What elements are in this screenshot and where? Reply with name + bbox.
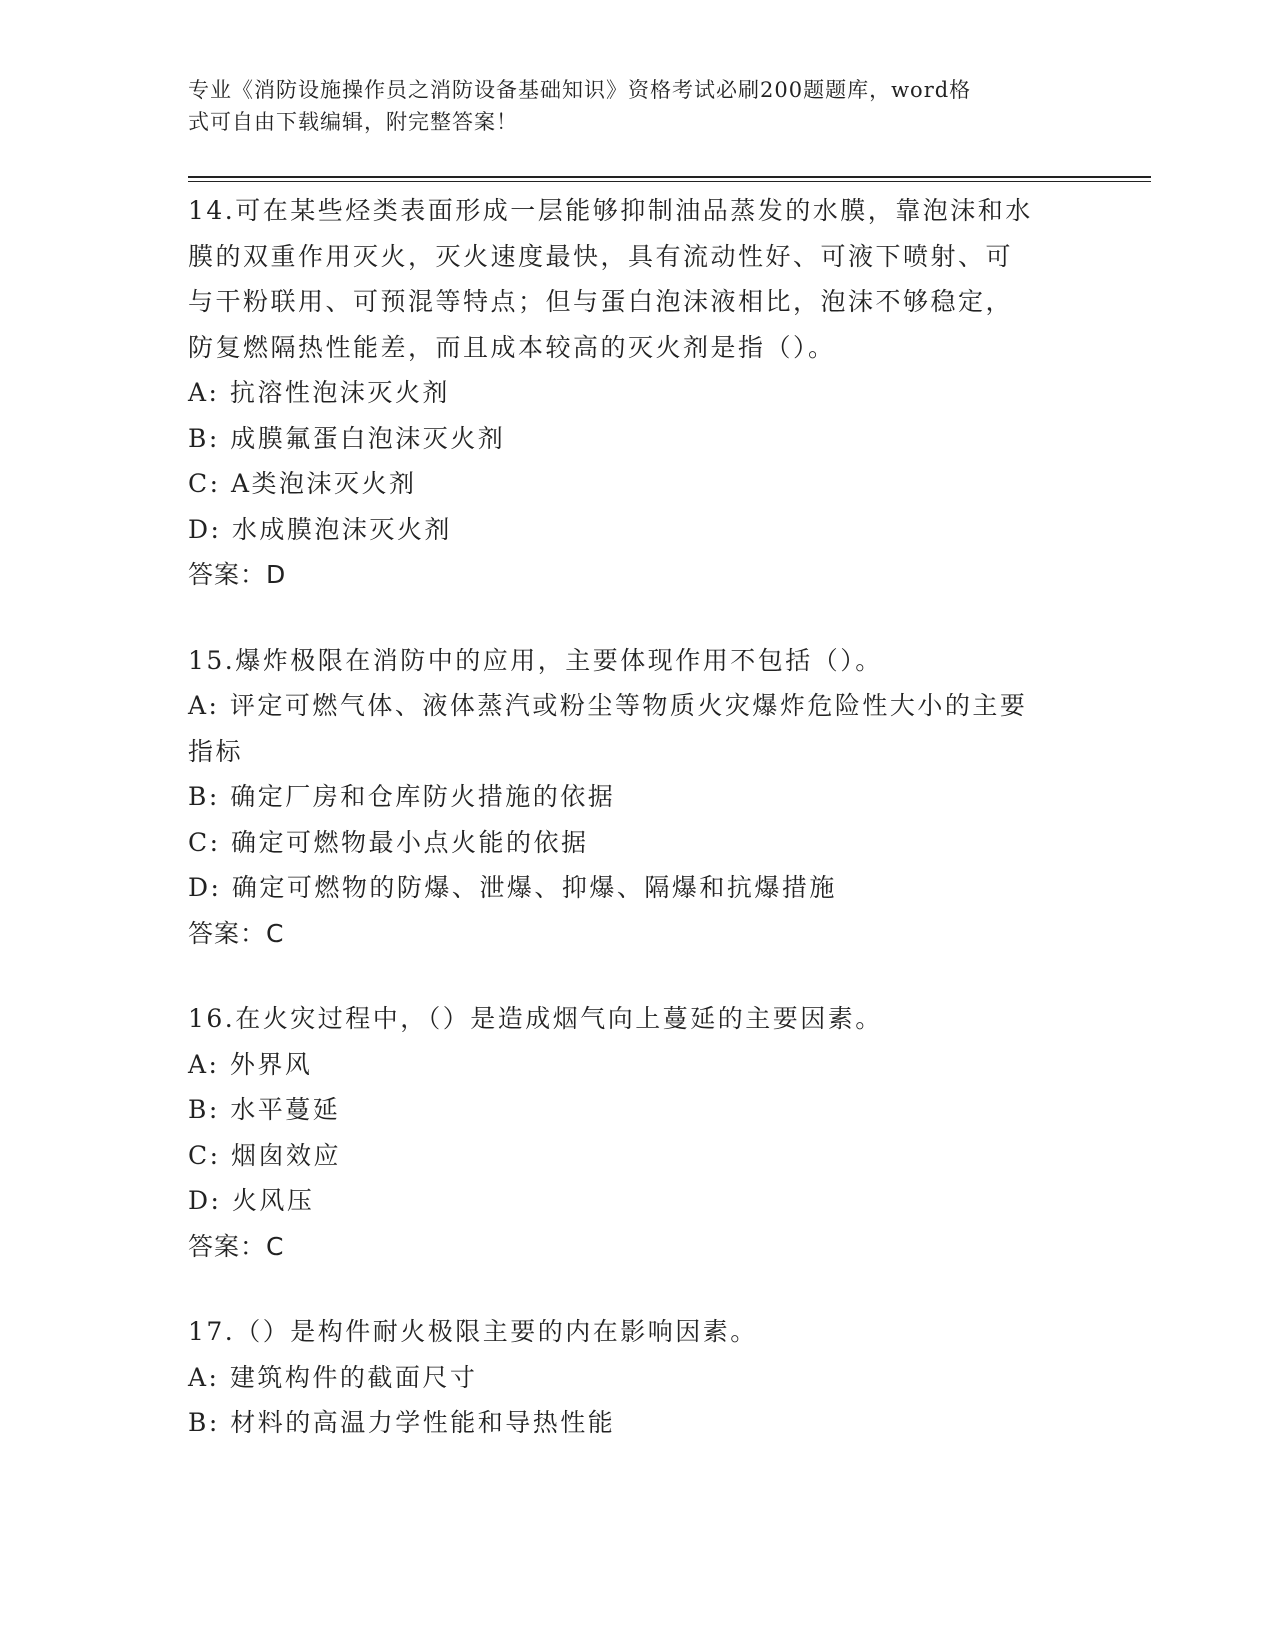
question-stem-line: 14.可在某些烃类表面形成一层能够抑制油品蒸发的水膜，靠泡沫和水 — [188, 196, 1033, 225]
answer-label: 答案：C — [188, 918, 285, 948]
question-stem-line: 防复燃隔热性能差，而且成本较高的灭火剂是指（）。 — [188, 332, 836, 362]
option-b: B: 成膜氟蛋白泡沫灭火剂 — [188, 423, 506, 453]
option-d: D: 确定可燃物的防爆、泄爆、抑爆、隔爆和抗爆措施 — [188, 873, 837, 902]
answer-label: 答案：C — [188, 1231, 285, 1261]
option-d: D: 水成膜泡沫灭火剂 — [188, 514, 452, 544]
header-line-1: 专业《消防设施操作员之消防设备基础知识》资格考试必刷200题题库，word格 — [188, 78, 972, 102]
question-stem-line: 15.爆炸极限在消防中的应用，主要体现作用不包括（）。 — [188, 645, 883, 675]
header-divider-thin — [188, 181, 1151, 182]
option-c: C: 确定可燃物最小点火能的依据 — [188, 827, 589, 857]
option-b: B: 材料的高温力学性能和导热性能 — [188, 1408, 616, 1437]
question-stem-line: 与干粉联用、可预混等特点；但与蛋白泡沫液相比，泡沫不够稳定， — [188, 287, 1014, 316]
question-14 — [188, 188, 1088, 598]
question-list — [188, 188, 1088, 1486]
option-b: B: 确定厂房和仓库防火措施的依据 — [188, 782, 616, 811]
option-b: B: 水平蔓延 — [188, 1095, 341, 1124]
question-16 — [188, 996, 1088, 1269]
question-stem-line: 膜的双重作用灭火，灭火速度最快，具有流动性好、可液下喷射、可 — [188, 241, 1014, 271]
option-a: A: 评定可燃气体、液体蒸汽或粉尘等物质火灾爆炸危险性大小的主要 — [188, 691, 1028, 720]
question-stem-line: 16.在火灾过程中，（）是造成烟气向上蔓延的主要因素。 — [188, 1004, 883, 1033]
option-c: C: A类泡沫灭火剂 — [188, 469, 417, 498]
option-d: D: 火风压 — [188, 1186, 315, 1215]
document-header — [188, 74, 1068, 138]
option-a: A: 外界风 — [188, 1049, 313, 1079]
header-divider-thick — [188, 176, 1151, 178]
question-17 — [188, 1309, 1088, 1446]
header-line-2: 式可自由下载编辑，附完整答案！ — [188, 110, 518, 134]
option-a-continued: 指标 — [188, 736, 244, 766]
question-15 — [188, 638, 1088, 957]
answer-label: 答案：D — [188, 560, 287, 589]
option-a: A: 抗溶性泡沫灭火剂 — [188, 378, 450, 407]
option-c: C: 烟囱效应 — [188, 1140, 341, 1170]
option-a: A: 建筑构件的截面尺寸 — [188, 1362, 478, 1392]
question-stem-line: 17.（）是构件耐火极限主要的内在影响因素。 — [188, 1317, 758, 1346]
